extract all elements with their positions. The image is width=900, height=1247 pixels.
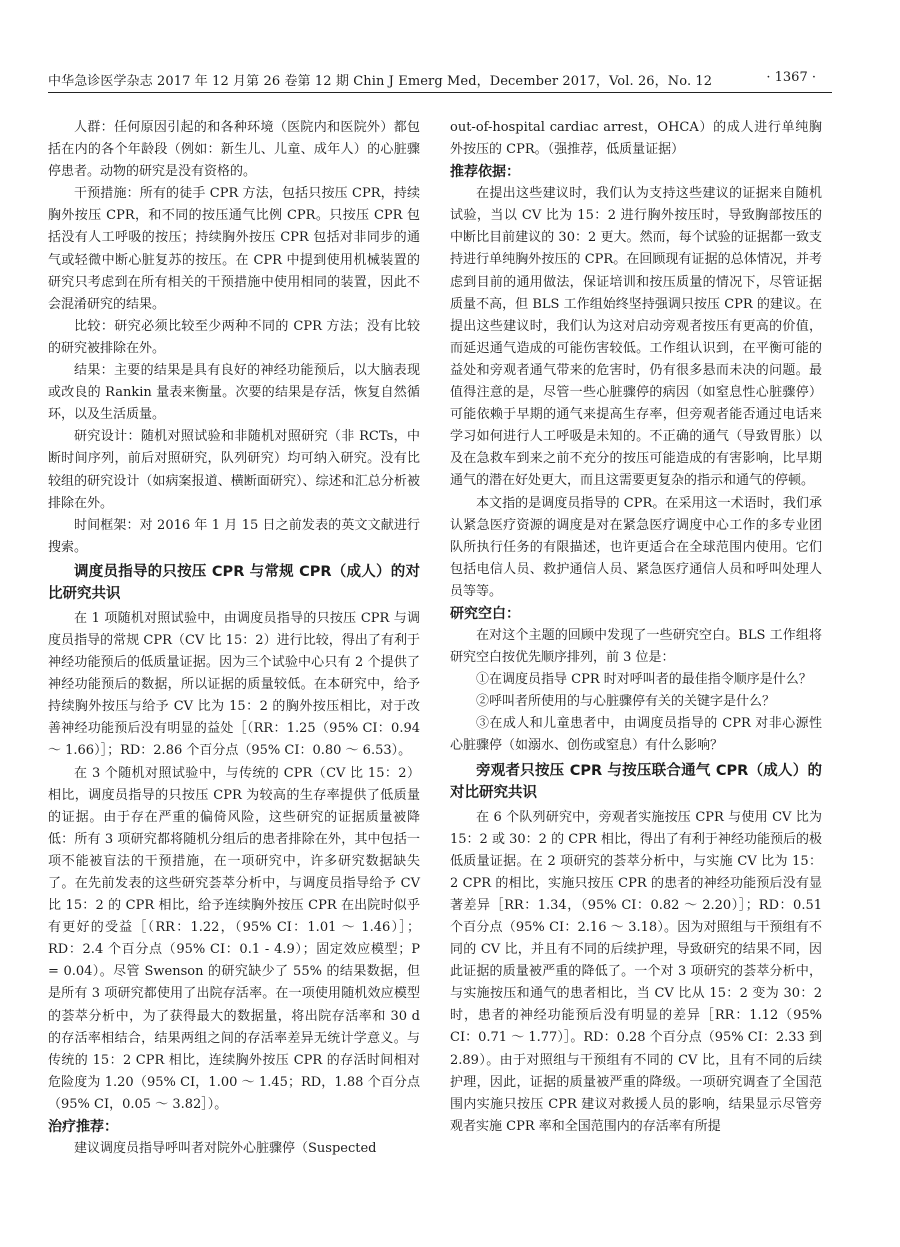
subheading-treatment-recommendation: 治疗推荐： bbox=[48, 1119, 118, 1136]
body-paragraph: 在 1 项随机对照试验中，由调度员指导的只按压 CPR 与调度员指导的常规 CPR（CV 比 15：2）进行比较，得出了有利于神经功能预后的低质量证据。因为三个试验中心只有 2 个提供了神经功能预后的数据，所以证据的质量较低。在本研究中，给予持续胸外按压与给予 CV 比为 15：2 的胸外按压相比，对于改善神经功能预后没有明显的益处［（RR：1.25（95% CI：0.94 ～ 1.66）］；RD：2.86 个百分点（95% CI：0.80 ～ 6.53）。 bbox=[48, 610, 420, 759]
body-paragraph: 在提出这些建议时，我们认为支持这些建议的证据来自随机试验，当以 CV 比为 15：2 进行胸外按压时，导致胸部按压的中断比目前建议的 30：2 更大。然而，每个试验的证据都一致支持进行单纯胸外按压的 CPR。在回顾现有证据的总体情况，并考虑到目前的通用做法，保证培训和按压质量的情况下，尽管证据质量不高，但 BLS 工作组始终坚持强调只按压 CPR 的建议。在提出这些建议时，我们认为这对启动旁观者按压有更高的价值，而延迟通气造成的可能伤害较低。工作组认识到，在平衡可能的益处和旁观者通气带来的危害时，仍有很多悬而未决的问题。最值得注意的是，尽管一些心脏骤停的病因（如窒息性心脏骤停）可能依赖于早期的通气来提高生存率，但旁观者能否通过电话来学习如何进行人工呼吸是未知的。不正确的通气（导致胃胀）以及在急救车到来之前不充分的按压可能造成的有害影响，比早期通气的潜在好处更大，而且这需要更复杂的指示和通气的停顿。 bbox=[450, 186, 822, 489]
gap-item-1: ①在调度员指导 CPR 时对呼叫者的最佳指令顺序是什么？ bbox=[476, 672, 812, 688]
body-paragraph: out-of-hospital cardiac arrest，OHCA）的成人进行单纯胸外按压的 CPR。（强推荐，低质量证据） bbox=[450, 120, 822, 158]
study-design-paragraph: 研究设计：随机对照试验和非随机对照研究（非 RCTs，中断时间序列，前后对照研究，队列研究）均可纳入研究。没有比较组的研究设计（如病案报道、横断面研究）、综述和汇总分析被排除在外。 bbox=[48, 429, 420, 511]
body-paragraph: 在 3 个随机对照试验中，与传统的 CPR（CV 比 15：2）相比，调度员指导的只按压 CPR 为较高的生存率提供了低质量的证据。由于存在严重的偏倚风险，这些研究的证据质量被降低：所有 3 项研究都将随机分组后的患者排除在外，其中包括一项不能被盲法的干预措施，在一项研究中，许多研究数据缺失了。在先前发表的这些研究荟萃分析中，与调度员指导给予 CV 比 15：2 的 CPR 相比，给予连续胸外按压 CPR 在出院时似乎有更好的受益［（RR：1.22，（95% CI：1.01 ～ 1.46）］；RD：2.4 个百分点（95% CI：0.1 - 4.9）；固定效应模型；P = 0.04）。尽管 Swenson 的研究缺少了 55% 的结果数据，但是所有 3 项研究都使用了出院存活率。在一项使用随机效应模型的荟萃分析中，为了获得最大的数据量，将出院存活率和 30 d 的存活率相结合，结果两组之间的存活率差异无统计学意义。与传统的 15：2 CPR 相比，连续胸外按压 CPR 的存活时间相对危险度为 1.20（95% CI，1.00 ～ 1.45；RD，1.88 个百分点（95% CI，0.05 ～ 3.82］）。 bbox=[48, 765, 420, 1112]
subheading-rationale: 推荐依据： bbox=[450, 164, 520, 181]
subheading-knowledge-gaps: 研究空白： bbox=[450, 605, 520, 622]
timeframe-paragraph: 时间框架：对 2016 年 1 月 15 日之前发表的英文文献进行搜索。 bbox=[48, 517, 420, 555]
right-column bbox=[450, 117, 822, 1138]
left-column bbox=[48, 117, 420, 1160]
body-paragraph: 在对这个主题的回顾中发现了一些研究空白。BLS 工作组将研究空白按优先顺序排列，前 3 位是： bbox=[450, 627, 822, 666]
outcome-paragraph: 结果：主要的结果是具有良好的神经功能预后，以大脑表现或改良的 Rankin 量表来衡量。次要的结果是存活，恢复自然循环，以及生活质量。 bbox=[48, 363, 420, 423]
body-paragraph: 在 6 个队列研究中，旁观者实施按压 CPR 与使用 CV 比为 15：2 或 30：2 的 CPR 相比，得出了有利于神经功能预后的极低质量证据。在 2 项研究的荟萃分析中，与实施 CV 比为 15：2 CPR 的相比，实施只按压 CPR 的患者的神经功能预后没有显著差异［RR：1.34，（95% CI：0.82 ～ 2.20）］；RD：0.51 个百分点（95% CI：2.16 ～ 3.18）。因为对照组与干预组有不同的 CV 比，并且有不同的后续护理，导致研究的结果不同，因此证据的质量被严重的降低了。一个对 3 项研究的荟萃分析中，与实施按压和通气的患者相比，当 CV 比从 15：2 变为 30：2 时，患者的神经功能预后没有明显的差异［RR：1.12（95% CI：0.71 ～ 1.77）］。RD：0.28 个百分点（95% CI：2.33 到 2.89）。由于对照组与干预组有不同的 CV 比，且有不同的后续护理，因此，证据的质量被严重的降级。一项研究调查了全国范围内实施只按压 CPR 建议对救援人员的影响，结果显示尽管旁观者实施 CPR 率和全国范围内的存活率有所提 bbox=[450, 809, 822, 1134]
running-header bbox=[0, 0, 900, 108]
population-paragraph: 人群：任何原因引起的和各种环境（医院内和医院外）都包括在内的各个年龄段（例如：新生儿、儿童、成年人）的心脏骤停患者。动物的研究是没有资格的。 bbox=[48, 120, 420, 180]
gap-item-3: ③在成人和儿童患者中，由调度员指导的 CPR 对非心源性心脏骤停（如溺水、创伤或窒息）有什么影响？ bbox=[450, 716, 822, 754]
section-heading-dispatcher: 调度员指导的只按压 CPR 与常规 CPR（成人）的对比研究共识 bbox=[48, 563, 420, 603]
header-rule bbox=[48, 92, 832, 93]
comparison-paragraph: 比较：研究必须比较至少两种不同的 CPR 方法；没有比较的研究被排除在外。 bbox=[48, 318, 420, 356]
body-paragraph: 本文指的是调度员指导的 CPR。在采用这一术语时，我们承认紧急医疗资源的调度是对在紧急医疗调度中心工作的多专业团队所执行任务的有限描述，也许更适合在全球范围内使用。它们包括电信人员、救护通信人员、紧急医疗通信人员和呼叫处理人员等等。 bbox=[450, 495, 822, 599]
page-number: · 1367 · bbox=[766, 70, 816, 85]
intervention-paragraph: 干预措施：所有的徒手 CPR 方法，包括只按压 CPR，持续胸外按压 CPR，和不同的按压通气比例 CPR。只按压 CPR 包括没有人工呼吸的按压；持续胸外按压 CPR 包括对非同步的通气或轻微中断心脏复苏的按压。在 CPR 中提到使用机械装置的研究只考虑到在所有相关的干预措施中使用相同的装置，因此不会混淆研究的结果。 bbox=[48, 186, 420, 312]
section-heading-bystander: 旁观者只按压 CPR 与按压联合通气 CPR（成人）的对比研究共识 bbox=[450, 762, 822, 802]
body-paragraph: 建议调度员指导呼叫者对院外心脏骤停（Suspected bbox=[74, 1141, 377, 1157]
gap-item-2: ②呼叫者所使用的与心脏骤停有关的关键字是什么？ bbox=[476, 694, 776, 710]
journal-citation: 中华急诊医学杂志 2017 年 12 月第 26 卷第 12 期 Chin J Emerg Med，December 2017，Vol. 26，No. 12 bbox=[48, 74, 713, 89]
